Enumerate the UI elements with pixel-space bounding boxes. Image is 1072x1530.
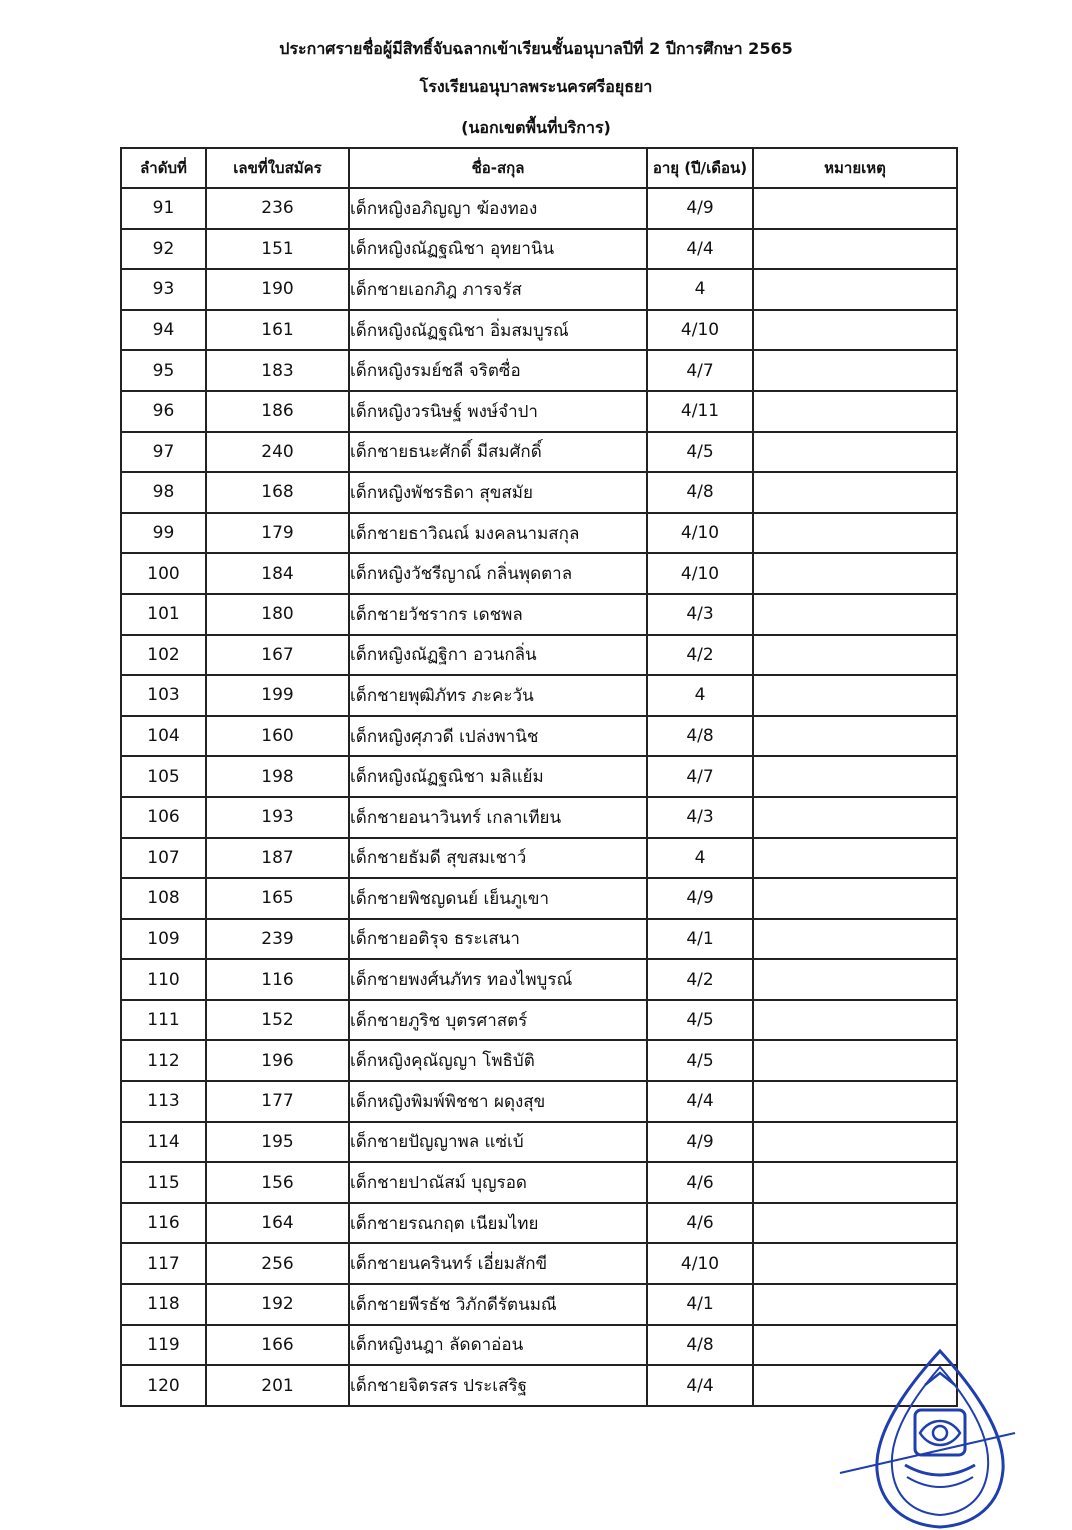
table-body [121, 188, 957, 1406]
age-cell: 4/9 [647, 1122, 753, 1163]
remarks-cell [753, 350, 957, 391]
full-name-cell: เด็กหญิงวัชรีญาณ์ กลิ่นพุดตาล [349, 553, 647, 594]
remarks-cell [753, 513, 957, 554]
order-cell: 96 [121, 391, 206, 432]
table-row [121, 756, 957, 797]
remarks-cell [753, 1243, 957, 1284]
order-cell: 120 [121, 1365, 206, 1406]
application-no-cell: 192 [206, 1284, 349, 1325]
order-cell: 115 [121, 1162, 206, 1203]
remarks-cell [753, 1081, 957, 1122]
remarks-cell [753, 1284, 957, 1325]
full-name-cell: เด็กหญิงพัชรธิดา สุขสมัย [349, 472, 647, 513]
header-age: อายุ (ปี/เดือน) [647, 148, 753, 188]
age-cell: 4/2 [647, 635, 753, 676]
table-row [121, 1122, 957, 1163]
application-no-cell: 236 [206, 188, 349, 229]
full-name-cell: เด็กชายปาณัสม์ บุญรอด [349, 1162, 647, 1203]
remarks-cell [753, 1162, 957, 1203]
remarks-cell [753, 594, 957, 635]
remarks-cell [753, 188, 957, 229]
age-cell: 4/10 [647, 1243, 753, 1284]
age-cell: 4/8 [647, 716, 753, 757]
zone-subtitle: (นอกเขตพื้นที่บริการ) [461, 118, 611, 137]
order-cell: 92 [121, 229, 206, 270]
remarks-cell [753, 635, 957, 676]
remarks-cell [753, 310, 957, 351]
order-cell: 113 [121, 1081, 206, 1122]
order-cell: 99 [121, 513, 206, 554]
table-row [121, 878, 957, 919]
full-name-cell: เด็กหญิงวรนิษฐ์ พงษ์จำปา [349, 391, 647, 432]
application-no-cell: 116 [206, 959, 349, 1000]
full-name-cell: เด็กหญิงณัฏฐณิชา อิ่มสมบูรณ์ [349, 310, 647, 351]
application-no-cell: 180 [206, 594, 349, 635]
remarks-cell [753, 878, 957, 919]
age-cell: 4/10 [647, 513, 753, 554]
remarks-cell [753, 432, 957, 473]
age-cell: 4/2 [647, 959, 753, 1000]
age-cell: 4/10 [647, 553, 753, 594]
table-row [121, 1365, 957, 1406]
full-name-cell: เด็กชายเอกภิฎ ภารจรัส [349, 269, 647, 310]
age-cell: 4/11 [647, 391, 753, 432]
table-row [121, 959, 957, 1000]
application-no-cell: 190 [206, 269, 349, 310]
full-name-cell: เด็กชายรณกฤต เนียมไทย [349, 1203, 647, 1244]
table-row [121, 838, 957, 879]
age-cell: 4 [647, 269, 753, 310]
table-row [121, 1040, 957, 1081]
table-row [121, 635, 957, 676]
table-row [121, 1162, 957, 1203]
application-no-cell: 198 [206, 756, 349, 797]
application-no-cell: 184 [206, 553, 349, 594]
application-no-cell: 165 [206, 878, 349, 919]
order-cell: 97 [121, 432, 206, 473]
age-cell: 4/5 [647, 1000, 753, 1041]
table-row [121, 675, 957, 716]
remarks-cell [753, 553, 957, 594]
remarks-cell [753, 838, 957, 879]
application-no-cell: 199 [206, 675, 349, 716]
application-no-cell: 168 [206, 472, 349, 513]
remarks-cell [753, 1040, 957, 1081]
order-cell: 105 [121, 756, 206, 797]
school-name: โรงเรียนอนุบาลพระนครศรีอยุธยา [419, 77, 653, 96]
age-cell: 4/9 [647, 878, 753, 919]
age-cell: 4/7 [647, 756, 753, 797]
table-row [121, 1325, 957, 1366]
remarks-cell [753, 919, 957, 960]
table-row [121, 513, 957, 554]
full-name-cell: เด็กชายจิตรสร ประเสริฐ [349, 1365, 647, 1406]
application-no-cell: 187 [206, 838, 349, 879]
order-cell: 109 [121, 919, 206, 960]
full-name-cell: เด็กชายปัญญาพล แซ่เบ้ [349, 1122, 647, 1163]
age-cell: 4/5 [647, 1040, 753, 1081]
full-name-cell: เด็กหญิงณัฏฐิกา อวนกลิ่น [349, 635, 647, 676]
application-no-cell: 239 [206, 919, 349, 960]
age-cell: 4 [647, 675, 753, 716]
order-cell: 119 [121, 1325, 206, 1366]
table-row [121, 1243, 957, 1284]
full-name-cell: เด็กชายพีรธัช วิภักดีรัตนมณี [349, 1284, 647, 1325]
order-cell: 93 [121, 269, 206, 310]
remarks-cell [753, 756, 957, 797]
application-no-cell: 201 [206, 1365, 349, 1406]
full-name-cell: เด็กหญิงพิมพ์พิชชา ผดุงสุข [349, 1081, 647, 1122]
application-no-cell: 186 [206, 391, 349, 432]
application-no-cell: 183 [206, 350, 349, 391]
full-name-cell: เด็กชายพิชญดนย์ เย็นภูเขา [349, 878, 647, 919]
full-name-cell: เด็กหญิงณัฏฐณิชา อุทยานิน [349, 229, 647, 270]
age-cell: 4/3 [647, 797, 753, 838]
order-cell: 98 [121, 472, 206, 513]
age-cell: 4/4 [647, 1081, 753, 1122]
application-no-cell: 193 [206, 797, 349, 838]
order-cell: 114 [121, 1122, 206, 1163]
full-name-cell: เด็กชายพุฒิภัทร ภะคะวัน [349, 675, 647, 716]
table-row [121, 188, 957, 229]
table-row [121, 350, 957, 391]
header-row [121, 148, 957, 188]
application-no-cell: 164 [206, 1203, 349, 1244]
order-cell: 102 [121, 635, 206, 676]
remarks-cell [753, 1203, 957, 1244]
table-row [121, 797, 957, 838]
table-row [121, 432, 957, 473]
table-row [121, 310, 957, 351]
table-row [121, 594, 957, 635]
application-no-cell: 256 [206, 1243, 349, 1284]
full-name-cell: เด็กหญิงคุณัญญา โพธิบัติ [349, 1040, 647, 1081]
remarks-cell [753, 959, 957, 1000]
age-cell: 4/8 [647, 472, 753, 513]
order-cell: 107 [121, 838, 206, 879]
table-row [121, 1081, 957, 1122]
remarks-cell [753, 1000, 957, 1041]
application-no-cell: 179 [206, 513, 349, 554]
table-row [121, 391, 957, 432]
remarks-cell [753, 269, 957, 310]
table-row [121, 1284, 957, 1325]
full-name-cell: เด็กหญิงนฎา ลัดดาอ่อน [349, 1325, 647, 1366]
full-name-cell: เด็กชายภูริช บุตรศาสตร์ [349, 1000, 647, 1041]
applicant-table [120, 147, 958, 1407]
full-name-cell: เด็กชายอติรุจ ธระเสนา [349, 919, 647, 960]
remarks-cell [753, 797, 957, 838]
remarks-cell [753, 716, 957, 757]
application-no-cell: 156 [206, 1162, 349, 1203]
header-order: ลำดับที่ [121, 148, 206, 188]
order-cell: 117 [121, 1243, 206, 1284]
remarks-cell [753, 1122, 957, 1163]
age-cell: 4/9 [647, 188, 753, 229]
table-row [121, 472, 957, 513]
header-full-name: ชื่อ-สกุล [349, 148, 647, 188]
announcement-title: ประกาศรายชื่อผู้มีสิทธิ์จับฉลากเข้าเรียนชั้นอนุบาลปีที่ 2 ปีการศึกษา 2565 [279, 39, 793, 58]
full-name-cell: เด็กชายธนะศักดิ์ มีสมศักดิ์ [349, 432, 647, 473]
order-cell: 95 [121, 350, 206, 391]
order-cell: 94 [121, 310, 206, 351]
application-no-cell: 151 [206, 229, 349, 270]
table-row [121, 1000, 957, 1041]
age-cell: 4/4 [647, 1365, 753, 1406]
order-cell: 106 [121, 797, 206, 838]
application-no-cell: 167 [206, 635, 349, 676]
table-row [121, 553, 957, 594]
remarks-cell [753, 391, 957, 432]
remarks-cell [753, 675, 957, 716]
full-name-cell: เด็กหญิงรมย์ชลี จริตซื่อ [349, 350, 647, 391]
full-name-cell: เด็กหญิงณัฏฐณิชา มลิแย้ม [349, 756, 647, 797]
table-row [121, 229, 957, 270]
table-header [121, 148, 957, 188]
age-cell: 4/4 [647, 229, 753, 270]
table-row [121, 716, 957, 757]
order-cell: 118 [121, 1284, 206, 1325]
order-cell: 91 [121, 188, 206, 229]
order-cell: 116 [121, 1203, 206, 1244]
order-cell: 110 [121, 959, 206, 1000]
application-no-cell: 240 [206, 432, 349, 473]
full-name-cell: เด็กชายธาวิณณ์ มงคลนามสกุล [349, 513, 647, 554]
application-no-cell: 196 [206, 1040, 349, 1081]
age-cell: 4/7 [647, 350, 753, 391]
full-name-cell: เด็กชายธัมดี สุขสมเชาว์ [349, 838, 647, 879]
application-no-cell: 177 [206, 1081, 349, 1122]
age-cell: 4/3 [647, 594, 753, 635]
table-row [121, 1203, 957, 1244]
full-name-cell: เด็กชายนครินทร์ เอี่ยมสักขี [349, 1243, 647, 1284]
application-no-cell: 195 [206, 1122, 349, 1163]
full-name-cell: เด็กหญิงศุภวดี เปล่งพานิช [349, 716, 647, 757]
age-cell: 4/8 [647, 1325, 753, 1366]
remarks-cell [753, 229, 957, 270]
application-no-cell: 152 [206, 1000, 349, 1041]
header-remarks: หมายเหตุ [753, 148, 957, 188]
order-cell: 103 [121, 675, 206, 716]
remarks-cell [753, 472, 957, 513]
application-no-cell: 166 [206, 1325, 349, 1366]
application-no-cell: 160 [206, 716, 349, 757]
full-name-cell: เด็กชายวัชรากร เดชพล [349, 594, 647, 635]
order-cell: 108 [121, 878, 206, 919]
table-row [121, 919, 957, 960]
table-row [121, 269, 957, 310]
age-cell: 4 [647, 838, 753, 879]
full-name-cell: เด็กชายพงศ์นภัทร ทองไพบูรณ์ [349, 959, 647, 1000]
age-cell: 4/10 [647, 310, 753, 351]
full-name-cell: เด็กชายอนาวินทร์ เกลาเทียน [349, 797, 647, 838]
full-name-cell: เด็กหญิงอภิญญา ฆ้องทอง [349, 188, 647, 229]
age-cell: 4/5 [647, 432, 753, 473]
order-cell: 101 [121, 594, 206, 635]
age-cell: 4/6 [647, 1162, 753, 1203]
school-seal-stamp [835, 1345, 1035, 1530]
order-cell: 104 [121, 716, 206, 757]
order-cell: 111 [121, 1000, 206, 1041]
order-cell: 112 [121, 1040, 206, 1081]
age-cell: 4/6 [647, 1203, 753, 1244]
order-cell: 100 [121, 553, 206, 594]
age-cell: 4/1 [647, 919, 753, 960]
application-no-cell: 161 [206, 310, 349, 351]
age-cell: 4/1 [647, 1284, 753, 1325]
header-application-no: เลขที่ใบสมัคร [206, 148, 349, 188]
